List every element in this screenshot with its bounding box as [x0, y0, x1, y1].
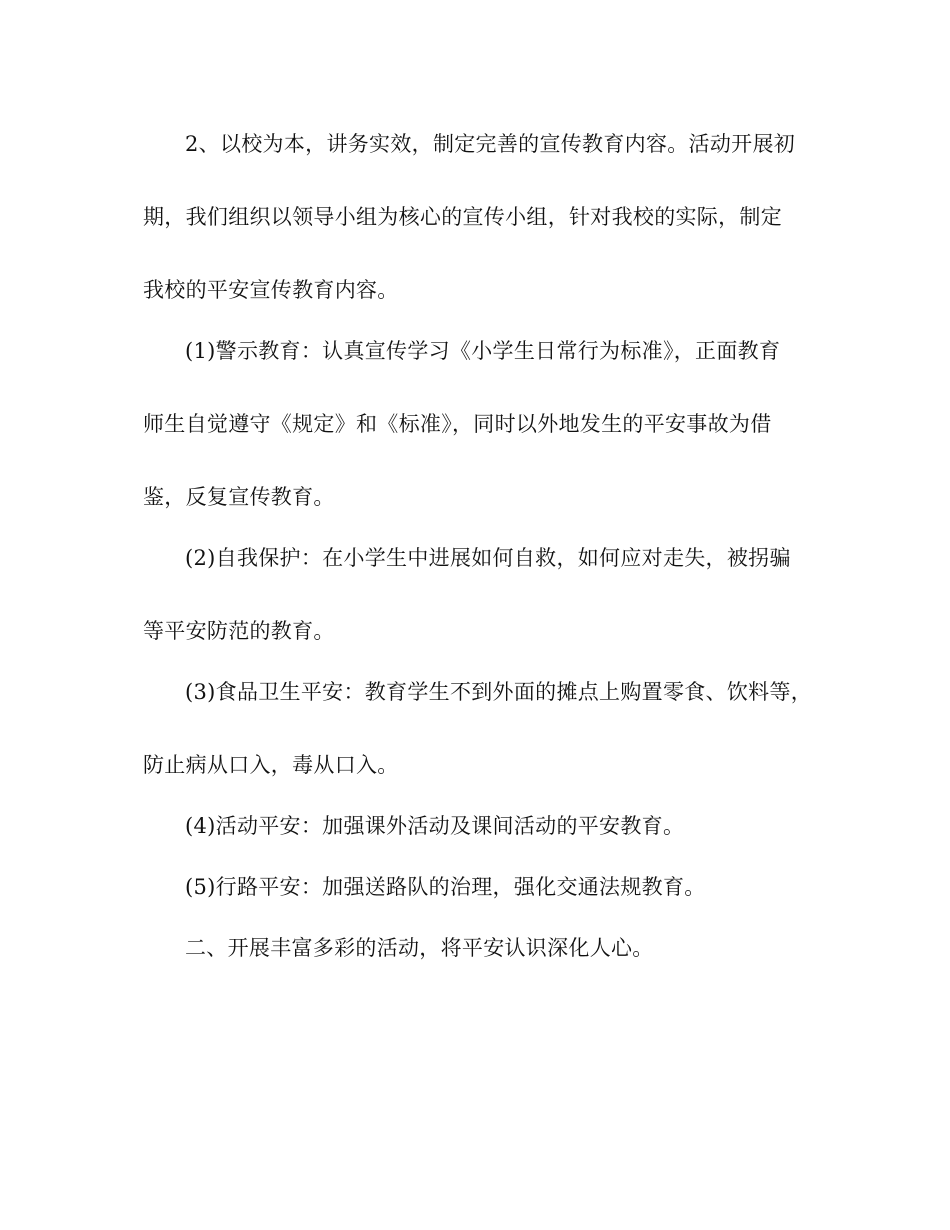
- paragraph-line: 我校的平安宣传教育内容。: [143, 278, 399, 302]
- paragraph-line: (3)食品卫生平安：教育学生不到外面的摊点上购置零食、饮料等，: [185, 680, 813, 704]
- paragraph-line: 等平安防范的教育。: [143, 619, 335, 643]
- paragraph-line: 2、以校为本，讲务实效，制定完善的宣传教育内容。活动开展初: [185, 132, 796, 156]
- paragraph-line: (2)自我保护：在小学生中进展如何自救，如何应对走失，被拐骗: [185, 546, 791, 570]
- paragraph-line: 防止病从口入，毒从口入。: [143, 753, 399, 777]
- paragraph-line: (4)活动平安：加强课外活动及课间活动的平安教育。: [185, 814, 685, 838]
- paragraph-line: (1)警示教育：认真宣传学习《小学生日常行为标准》，正面教育: [185, 339, 781, 363]
- section-heading: 二、开展丰富多彩的活动，将平安认识深化人心。: [185, 936, 654, 960]
- paragraph-line: 期，我们组织以领导小组为核心的宣传小组，针对我校的实际，制定: [143, 205, 782, 229]
- paragraph-line: 师生自觉遵守《规定》和《标准》，同时以外地发生的平安事故为借: [143, 412, 772, 436]
- paragraph-line: (5)行路平安：加强送路队的治理，强化交通法规教育。: [185, 875, 706, 899]
- paragraph-line: 鉴，反复宣传教育。: [143, 485, 335, 509]
